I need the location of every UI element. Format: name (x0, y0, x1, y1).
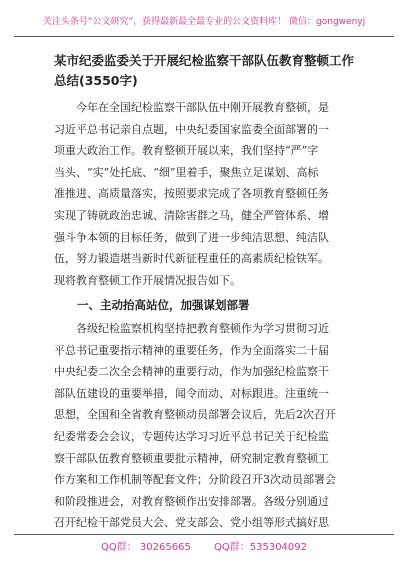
section-heading: 一、主动抬高站位，加强谋划部署 (77, 298, 250, 312)
paragraph-line: 今年在全国纪检监察干部队伍中刚开展教育整顿，是 (76, 101, 329, 114)
paragraph-line: 纪委常委会会议，专题传达学习习近平总书记关于纪检监 (54, 429, 329, 443)
header-banner: 关注头条号“公文研究”，获得最新最全最专业的公文资料库！ 微信：gongwenyj (42, 17, 366, 27)
paragraph-line: 各级纪检监察机构坚持把教育整顿作为学习贯彻习近 (76, 322, 329, 335)
section-paragraph (54, 318, 360, 534)
intro-paragraph (54, 97, 360, 291)
paragraph-line: 当头、“实”处托底、“细”里着手，聚焦立足谋划、高标 (54, 165, 319, 179)
paragraph-line: 思想，全国和全省教育整顿动员部署会议后，先后2次召开 (54, 408, 336, 422)
paragraph-line: 现将教育整顿工作开展情况报告如下。 (54, 273, 241, 287)
paragraph-line: 实现了铸就政治忠诚、清除害群之马，健全严管体系、增 (54, 208, 329, 222)
paragraph-line: 强斗争本领的目标任务，做到了进一步纯洁思想、纯洁队 (54, 230, 329, 244)
paragraph-line: 察干部队伍教育整顿重要批示精神，研究制定教育整顿工 (54, 451, 329, 465)
header-divider (14, 36, 394, 37)
paragraph-line: 作方案和工作机制等配套文件；分阶段召开3次动员部署会 (54, 473, 336, 487)
footer-qq-group-1: QQ群： 30265665 (100, 542, 191, 553)
footer (0, 538, 408, 553)
document-title: 某市纪委监委关于开展纪检监察干部队伍教育整顿工作总结(3550字) (54, 53, 355, 88)
paragraph-line: 和阶段推进会，对教育整顿作出安排部署。各级分别通过 (54, 494, 329, 508)
paragraph-line: 习近平总书记亲自点题，中央纪委国家监委全面部署的一 (54, 122, 329, 136)
paragraph-line: 平总书记重要指示精神的重要任务，作为全面落实二十届 (54, 343, 329, 357)
paragraph-line: 准推进、高质量落实，按照要求完成了各项教育整顿任务 (54, 187, 329, 201)
paragraph-line: 中央纪委二次全会精神的重要行动，作为加强纪检监察干 (54, 365, 329, 379)
paragraph-line: 伍，努力锻造堪当新时代新征程重任的高素质纪检铁军。 (54, 252, 329, 266)
paragraph-line: 项重大政治工作。教育整顿开展以来，我们坚持“严”字 (54, 144, 319, 158)
footer-divider (14, 534, 394, 535)
paragraph-line: 召开纪检干部党员大会、党支部会、党小组等形式搞好思 (54, 516, 329, 530)
paragraph-line: 部队伍建设的重要举措，闻令而动、对标跟进。注重统一 (54, 386, 329, 400)
footer-qq-group-2: QQ群：535304092 (214, 542, 308, 553)
